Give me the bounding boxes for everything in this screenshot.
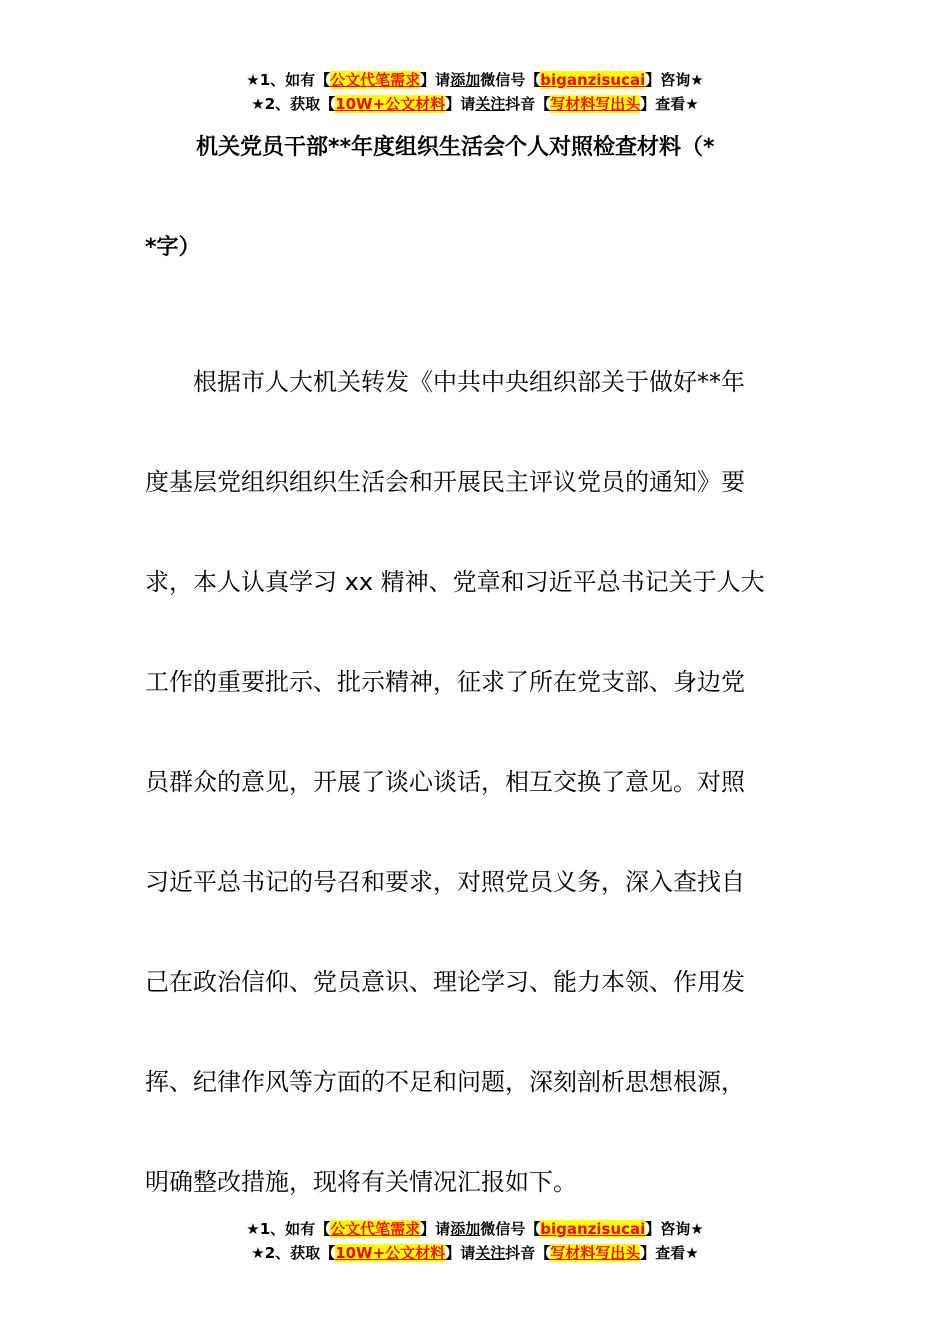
document-title-line-2: *字）: [145, 235, 201, 260]
promo-highlight-ghostwriting: 公文代笔需求: [330, 1220, 421, 1238]
body-line: 根据市人大机关转发《中共中央组织部关于做好**年: [145, 368, 745, 396]
promo-highlight-materials: 10W+公文材料: [335, 1244, 446, 1262]
body-line: 工作的重要批示、批示精神，征求了所在党支部、身边党: [145, 668, 745, 696]
promo-highlight-douyin-account: 写材料写出头: [550, 95, 641, 113]
footer-promo-line-2: [0, 1241, 950, 1265]
header-promo-line-2: [0, 92, 950, 116]
promo-text: 抖音【: [505, 1244, 551, 1262]
document-title-line-1: 机关党员干部**年度组织生活会个人对照检查材料（*: [196, 135, 715, 160]
promo-underline-follow: 关注: [475, 95, 506, 113]
promo-highlight-douyin-account: 写材料写出头: [550, 1244, 641, 1262]
body-line: 度基层党组织组织生活会和开展民主评议党员的通知》要: [145, 468, 745, 496]
footer-promo: [0, 1217, 950, 1265]
promo-text: 微信号【: [480, 71, 541, 89]
promo-text: ★1、如有【: [246, 71, 331, 89]
header-promo-line-1: [0, 68, 950, 92]
promo-highlight-materials: 10W+公文材料: [335, 95, 446, 113]
body-line: 挥、纪律作风等方面的不足和问题，深刻剖析思想根源，: [145, 1068, 745, 1096]
promo-text: 】咨询★: [645, 71, 704, 89]
promo-text: 抖音【: [505, 95, 551, 113]
promo-text: 】请: [420, 71, 451, 89]
promo-highlight-wechat-id: biganzisucai: [540, 71, 646, 89]
promo-text: 】查看★: [640, 95, 699, 113]
footer-promo-line-1: [0, 1217, 950, 1241]
header-promo: [0, 68, 950, 116]
body-line: 习近平总书记的号召和要求，对照党员义务，深入查找自: [145, 868, 745, 896]
promo-underline-follow: 关注: [475, 1244, 506, 1262]
body-line: 求，本人认真学习 xx 精神、党章和习近平总书记关于人大: [145, 568, 765, 596]
promo-text: ★1、如有【: [246, 1220, 331, 1238]
promo-text: ★2、获取【: [251, 1244, 336, 1262]
promo-text: 】请: [445, 1244, 476, 1262]
promo-text: 】查看★: [640, 1244, 699, 1262]
promo-text: ★2、获取【: [251, 95, 336, 113]
body-line: 己在政治信仰、党员意识、理论学习、能力本领、作用发: [145, 968, 745, 996]
promo-underline-add: 添加: [450, 71, 481, 89]
body-line: 明确整改措施，现将有关情况汇报如下。: [145, 1168, 577, 1196]
promo-highlight-ghostwriting: 公文代笔需求: [330, 71, 421, 89]
body-line: 员群众的意见，开展了谈心谈话，相互交换了意见。对照: [145, 768, 745, 796]
promo-highlight-wechat-id: biganzisucai: [540, 1220, 646, 1238]
promo-text: 微信号【: [480, 1220, 541, 1238]
promo-underline-add: 添加: [450, 1220, 481, 1238]
promo-text: 】请: [445, 95, 476, 113]
promo-text: 】咨询★: [645, 1220, 704, 1238]
promo-text: 】请: [420, 1220, 451, 1238]
